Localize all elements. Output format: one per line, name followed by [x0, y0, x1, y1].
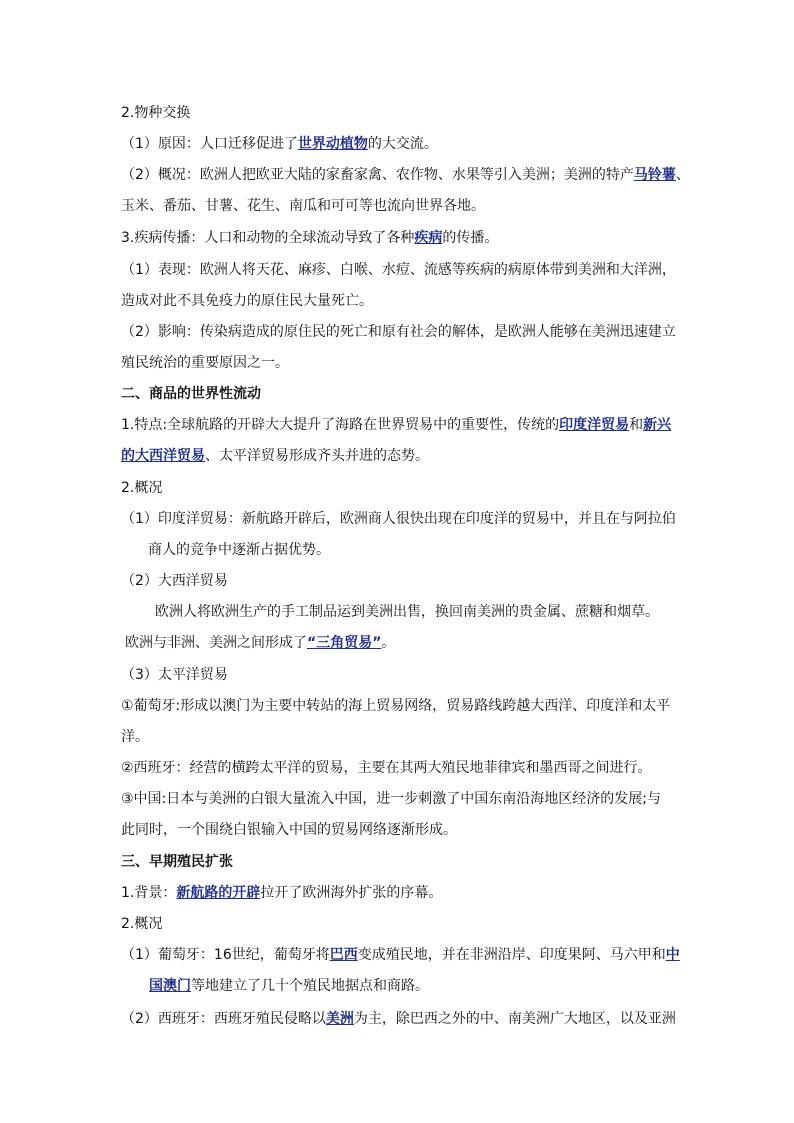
atlantic-trade-title: （2）大西洋贸易	[121, 573, 228, 589]
disease-spread: 3.疾病传播：人口和动物的全球流动导致了各种疾病的传播。	[121, 230, 499, 246]
portugal-trade: ①葡萄牙:形成以澳门为主要中转站的海上贸易网络，贸易路线跨越大西洋、印度洋和太平	[121, 698, 671, 714]
trade-overview-title: 2.概况	[121, 480, 163, 496]
link-disease[interactable]: 疾病	[414, 230, 443, 246]
disease-manifestation: （1）表现：欧洲人将天花、麻疹、白喉、水痘、流感等疾病的病原体带到美洲和大洋洲，	[121, 262, 676, 278]
portugal-colonies-cont: 国澳门等地建立了几十个殖民地据点和商路。	[149, 978, 429, 994]
triangle-trade: 欧洲与非洲、美洲之间形成了“三角贸易”。	[125, 635, 396, 651]
colonial-background: 1.背景：新航路的开辟拉开了欧洲海外扩张的序幕。	[121, 885, 443, 901]
portugal-trade-cont: 洋。	[121, 729, 149, 745]
trade-features-cont: 的大西洋贸易、太平洋贸易形成齐头并进的态势。	[121, 448, 429, 464]
colonial-overview-title: 2.概况	[121, 916, 163, 932]
china-trade-cont: 此同时，一个围绕白银输入中国的贸易网络逐渐形成。	[121, 822, 457, 838]
link-indian-ocean-trade[interactable]: 印度洋贸易	[559, 417, 630, 433]
link-world-flora-fauna[interactable]: 世界动植物	[297, 136, 368, 152]
atlantic-trade-desc: 欧洲人将欧洲生产的手工制品运到美洲出售，换回南美洲的贵金属、蔗糖和烟草。	[155, 604, 659, 620]
disease-impact-cont: 殖民统治的重要原因之一。	[121, 355, 289, 371]
portugal-colonies: （1）葡萄牙：16世纪，葡萄牙将巴西变成殖民地，并在非洲沿岸、印度果阿、马六甲和中	[121, 947, 680, 963]
section-2-title: 2.物种交换	[121, 105, 191, 121]
link-atlantic-trade-part2[interactable]: 的大西洋贸易	[121, 448, 205, 464]
exchange-overview: （2）概况：欧洲人把欧亚大陆的家畜家禽、农作物、水果等引入美洲；美洲的特产马铃薯、	[121, 167, 690, 183]
heading-commodity-flow: 二、商品的世界性流动	[121, 386, 261, 402]
link-atlantic-trade-part1[interactable]: 新兴	[643, 417, 672, 433]
pacific-trade-title: （3）太平洋贸易	[121, 667, 228, 683]
disease-impact: （2）影响：传染病造成的原住民的死亡和原有社会的解体，是欧洲人能够在美洲迅速建立	[121, 324, 676, 340]
link-macau-part2[interactable]: 国澳门	[149, 978, 191, 994]
heading-colonial-expansion: 三、早期殖民扩张	[121, 854, 233, 870]
link-americas[interactable]: 美洲	[325, 1011, 354, 1027]
exchange-cause: （1）原因：人口迁移促进了世界动植物的大交流。	[121, 136, 438, 152]
exchange-overview-cont: 玉米、番茄、甘薯、花生、南瓜和可可等也流向世界各地。	[121, 198, 485, 214]
china-trade: ③中国:日本与美洲的白银大量流入中国，进一步刺激了中国东南沿海地区经济的发展;与	[121, 791, 661, 807]
indian-ocean-trade: （1）印度洋贸易：新航路开辟后，欧洲商人很快出现在印度洋的贸易中，并且在与阿拉伯	[121, 511, 676, 527]
spain-colonies: （2）西班牙：西班牙殖民侵略以美洲为主，除巴西之外的中、南美洲广大地区，以及亚洲	[121, 1011, 676, 1027]
link-brazil[interactable]: 巴西	[329, 947, 358, 963]
indian-ocean-trade-cont: 商人的竞争中逐渐占据优势。	[148, 542, 330, 558]
link-macau-part1[interactable]: 中	[665, 947, 680, 963]
link-potato[interactable]: 马铃薯	[633, 167, 676, 183]
link-triangle-trade[interactable]: “三角贸易”	[307, 635, 382, 651]
trade-features: 1.特点:全球航路的开辟大大提升了海路在世界贸易中的重要性，传统的印度洋贸易和新兴	[121, 417, 672, 433]
spain-trade: ②西班牙：经营的横跨太平洋的贸易，主要在其两大殖民地菲律宾和墨西哥之间进行。	[121, 760, 652, 776]
link-new-routes[interactable]: 新航路的开辟	[176, 885, 261, 901]
disease-manifestation-cont: 造成对此不具免疫力的原住民大量死亡。	[121, 293, 373, 309]
